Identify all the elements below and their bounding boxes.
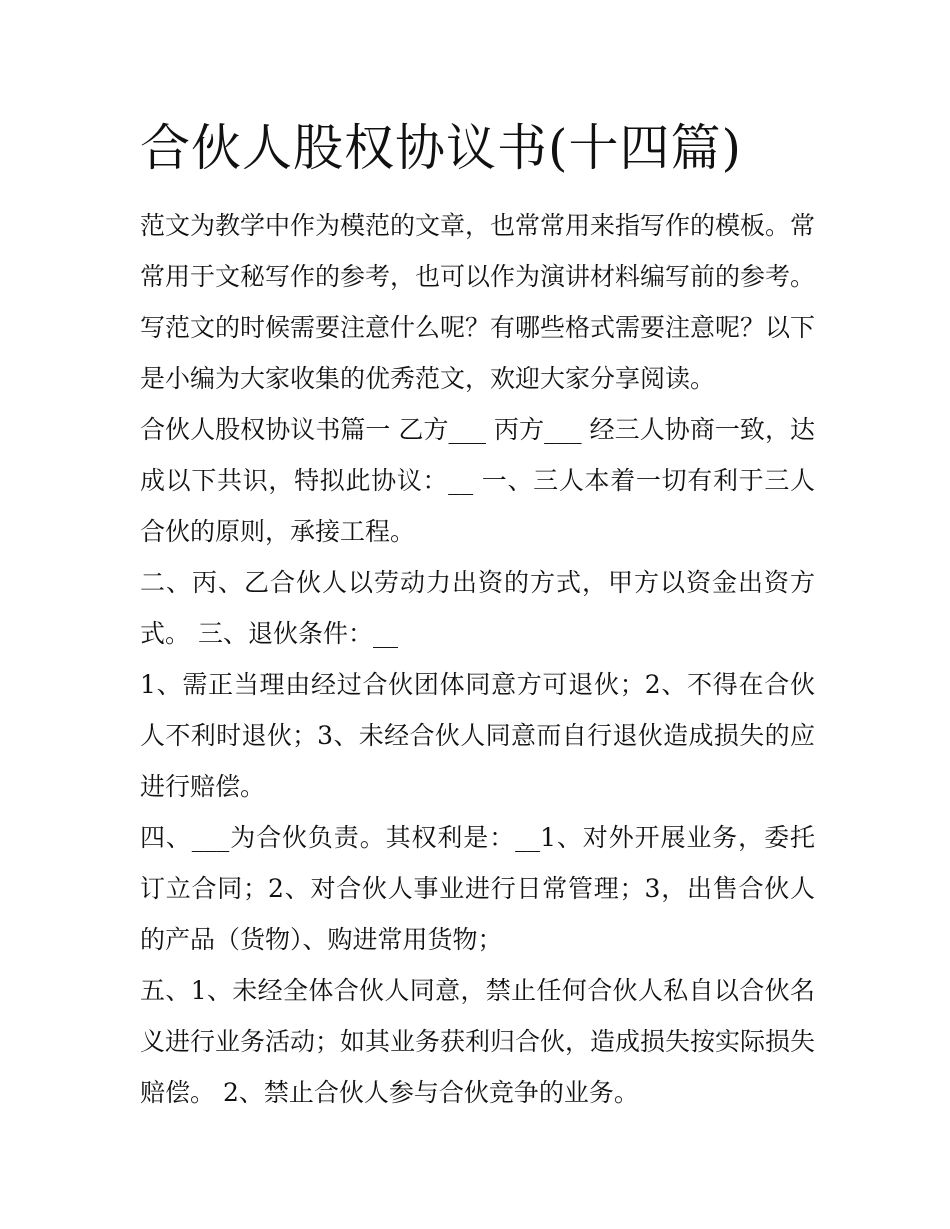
clause-two-three-paragraph: 二、丙、乙合伙人以劳动力出资的方式，甲方以资金出资方式。 三、退伙条件：__ [140, 568, 815, 648]
agreement-opening-paragraph: 合伙人股权协议书篇一 乙方___ 丙方___ 经三人协商一致，达成以下共识，特拟此协议：__ 一、三人本着一切有利于三人合伙的原则，承接工程。 [140, 415, 815, 546]
document-title: 合伙人股权协议书(十四篇) [140, 119, 743, 177]
clause-four-paragraph: 四、___为合伙负责。其权利是：__1、对外开展业务，委托订立合同；2、对合伙人事业进行日常管理；3，出售合伙人的产品（货物）、购进常用货物； [140, 823, 815, 954]
withdrawal-conditions-paragraph: 1、需正当理由经过合伙团体同意方可退伙；2、不得在合伙人不利时退伙；3、未经合伙人同意而自行退伙造成损失的应进行赔偿。 [140, 670, 815, 801]
clause-five-paragraph: 五、1、未经全体合伙人同意，禁止任何合伙人私自以合伙名义进行业务活动；如其业务获利归合伙，造成损失按实际损失赔偿。 2、禁止合伙人参与合伙竞争的业务。 [140, 976, 816, 1107]
intro-paragraph: 范文为教学中作为模范的文章，也常常用来指写作的模板。常常用于文秘写作的参考，也可以作为演讲材料编写前的参考。写范文的时候需要注意什么呢？有哪些格式需要注意呢？以下是小编为大家收集的优秀范文，欢迎大家分享阅读。 [140, 211, 816, 393]
document-body [140, 200, 815, 1118]
